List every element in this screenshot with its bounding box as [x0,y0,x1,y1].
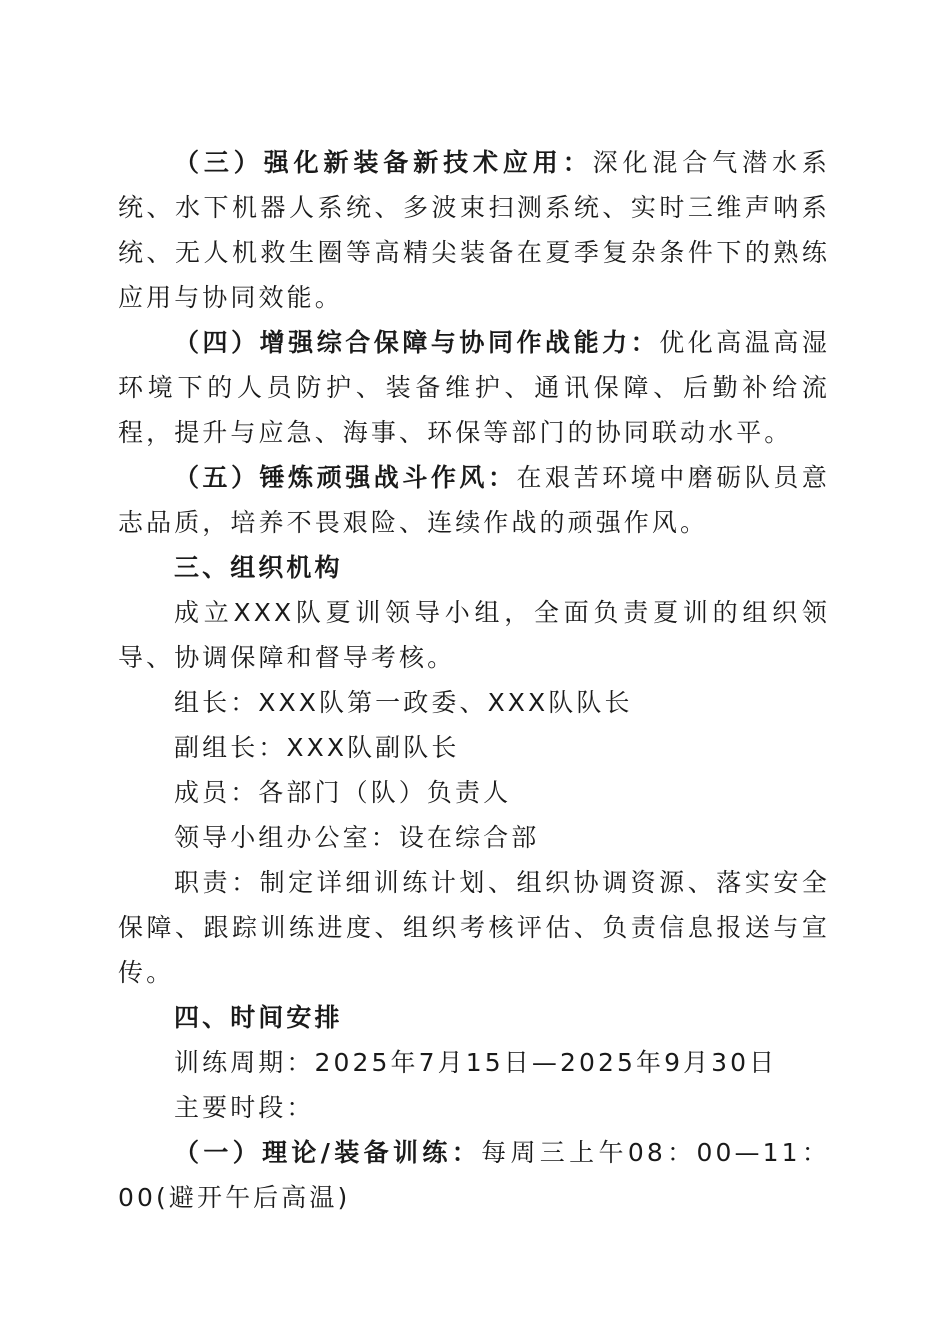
objective-item-3-text: 深化混合气潜水系统、水下机器人系统、多波束扫测系统、实时三维声呐系统、无人机救生圈等高精尖装备在夏季复杂条件下的熟练应用与协同效能。 [118,148,830,312]
section-4-main-periods: 主要时段： [174,1093,315,1122]
objective-item-4 [118,320,830,455]
objective-item-3-lead: （三）强化新装备新技术应用： [174,148,593,177]
section-4-period: 训练周期：2025年7月15日—2025年9月30日 [174,1048,778,1077]
schedule-item-1-lead: （一）理论/装备训练： [174,1138,482,1167]
document-body [118,140,830,1220]
section-3-duties: 职责：制定详细训练计划、组织协调资源、落实安全保障、跟踪训练进度、组织考核评估、负责信息报送与宣传。 [118,868,830,987]
schedule-item-1-text: 每周三上午08：00—11：00(避开午后高温) [118,1138,831,1212]
section-4-heading: 四、时间安排 [174,1003,343,1032]
section-3-deputy: 副组长：XXX队副队长 [174,733,460,762]
section-3-members: 成员：各部门（队）负责人 [174,778,512,807]
objective-item-5-lead: （五）锤炼顽强战斗作风： [174,463,517,492]
section-3-heading: 三、组织机构 [174,553,343,582]
objective-item-5-text: 在艰苦环境中磨砺队员意志品质，培养不畏艰险、连续作战的顽强作风。 [118,463,831,537]
objective-item-4-lead: （四）增强综合保障与协同作战能力： [174,328,660,357]
section-3-office: 领导小组办公室：设在综合部 [174,823,540,852]
objective-item-4-text: 优化高温高湿环境下的人员防护、装备维护、通讯保障、后勤补给流程，提升与应急、海事、环保等部门的协同联动水平。 [118,328,830,447]
objective-item-5 [118,455,830,545]
section-3-leader: 组长：XXX队第一政委、XXX队队长 [174,688,633,717]
schedule-item-1 [118,1130,830,1220]
section-3-intro: 成立XXX队夏训领导小组，全面负责夏训的组织领导、协调保障和督导考核。 [118,598,830,672]
objective-item-3 [118,140,830,320]
